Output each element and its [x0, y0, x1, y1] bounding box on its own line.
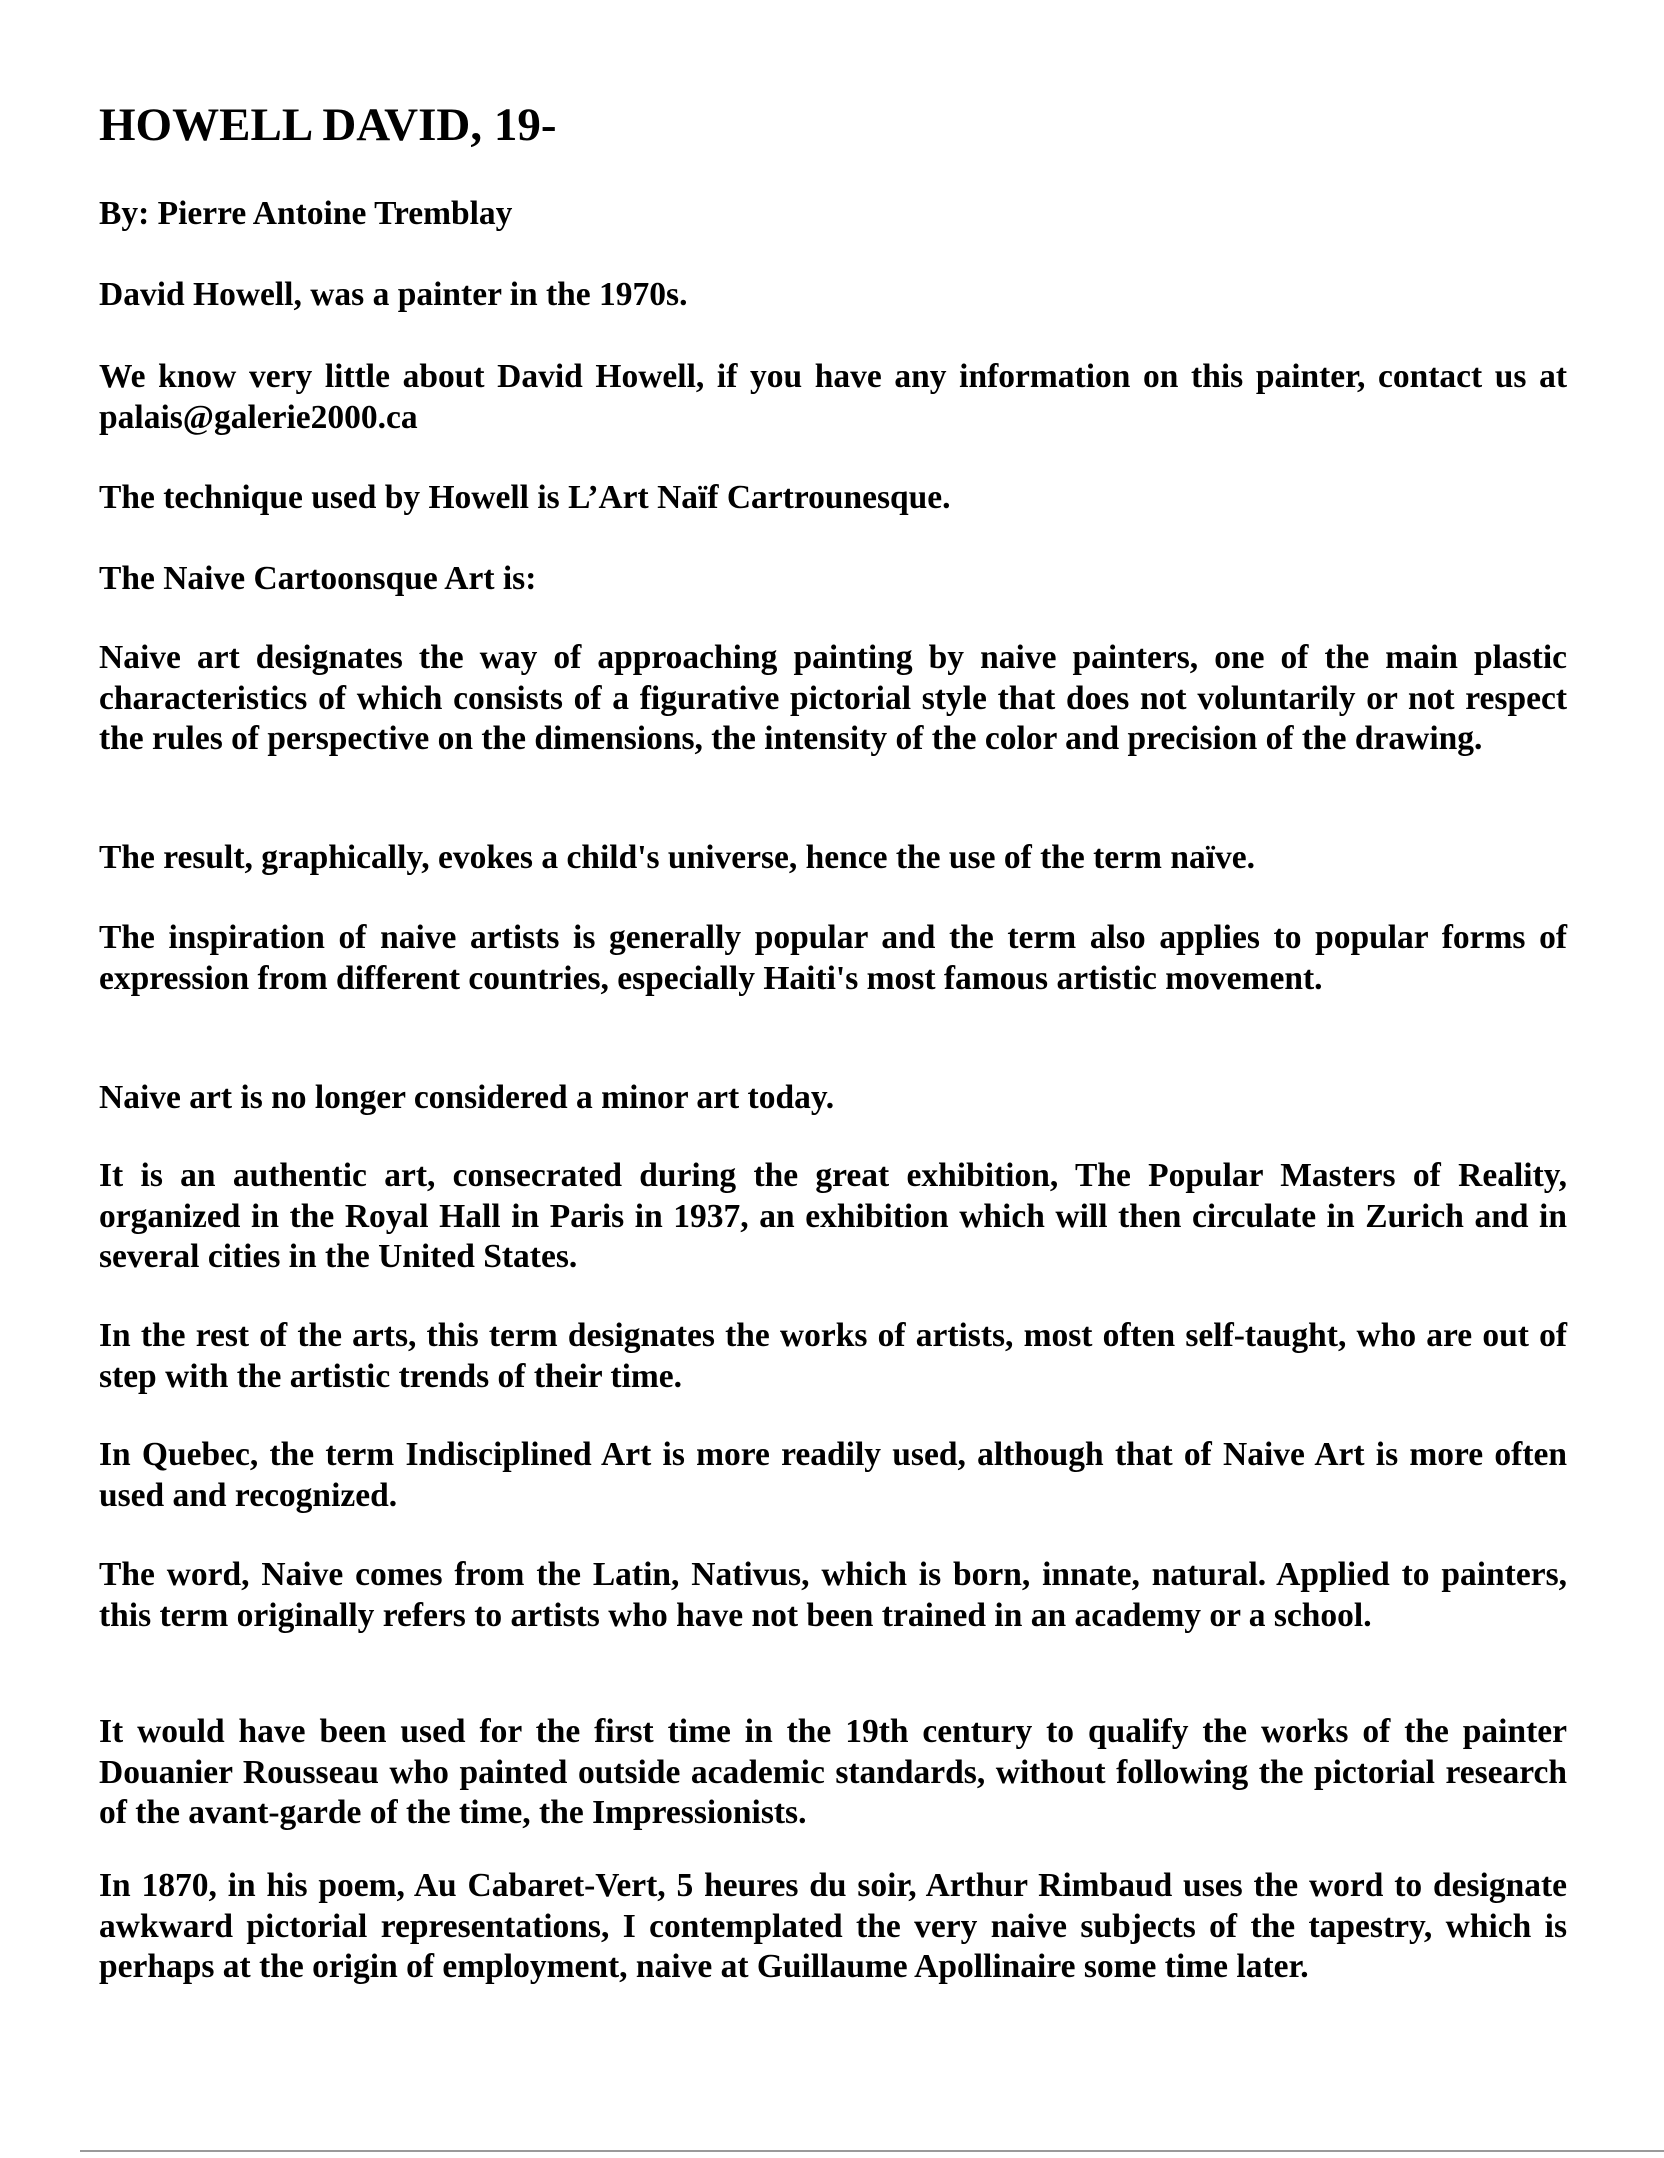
paragraph-technique: The technique used by Howell is L’Art Naïf Cartrounesque.: [99, 479, 951, 516]
paragraph-intro: David Howell, was a painter in the 1970s.: [99, 276, 688, 313]
paragraph-rousseau: It would have been used for the first time in the 19th century to qualify the works of the painter Douanier Rousseau who painted outside academic standards, without following the pictorial research of the avant-garde of the time, the Impressionists.: [99, 1713, 1567, 1831]
byline: By: Pierre Antoine Tremblay: [99, 195, 513, 232]
paragraph-other-arts: In the rest of the arts, this term designates the works of artists, most often self-taught, who are out of step with the artistic trends of their time.: [99, 1317, 1567, 1395]
paragraph-exhibition: It is an authentic art, consecrated during the great exhibition, The Popular Masters of Reality, organized in the Royal Hall in Paris in 1937, an exhibition which will then circulate in Zurich and in several cities in the United States.: [99, 1157, 1567, 1275]
bottom-rule: [80, 2150, 1664, 2152]
paragraph-inspiration: The inspiration of naive artists is generally popular and the term also applies to popular forms of expression from different countries, especially Haiti's most famous artistic movement.: [99, 919, 1567, 997]
paragraph-naive-art: Naive art designates the way of approaching painting by naive painters, one of the main plastic characteristics of which consists of a figurative pictorial style that does not voluntarily or not respect the rules of perspective on the dimensions, the intensity of the color and precision of the drawing.: [99, 639, 1567, 757]
paragraph-result: The result, graphically, evokes a child's universe, hence the use of the term naïve.: [99, 839, 1255, 876]
paragraph-rimbaud: In 1870, in his poem, Au Cabaret-Vert, 5 heures du soir, Arthur Rimbaud uses the word to designate awkward pictorial representations, I contemplated the very naive subjects of the tapestry, which is perhaps at the origin of employment, naive at Guillaume Apollinaire some time later.: [99, 1867, 1567, 1985]
paragraph-contact: We know very little about David Howell, if you have any information on this painter, contact us at palais@galerie2000.ca: [99, 358, 1567, 436]
paragraph-etymology: The word, Naive comes from the Latin, Nativus, which is born, innate, natural. Applied to painters, this term originally refers to artists who have not been trained in an academy or a school.: [99, 1556, 1567, 1634]
paragraph-definition-heading: The Naive Cartoonsque Art is:: [99, 560, 537, 597]
paragraph-quebec: In Quebec, the term Indisciplined Art is more readily used, although that of Naive Art is more often used and recognized.: [99, 1436, 1567, 1514]
page-title: HOWELL DAVID, 19-: [99, 99, 557, 151]
paragraph-minor-art: Naive art is no longer considered a minor art today.: [99, 1079, 835, 1116]
